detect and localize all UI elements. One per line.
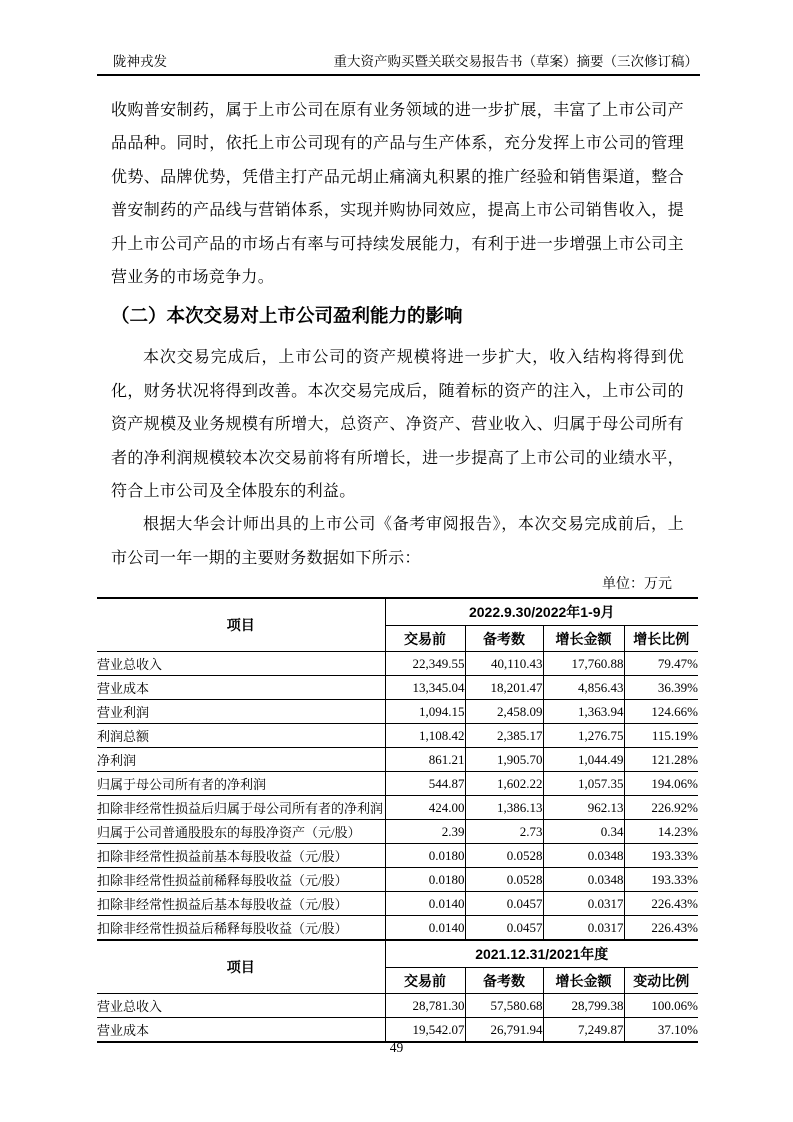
value-cell: 2.39 bbox=[385, 820, 465, 844]
column-header-cell: 增长金额 bbox=[543, 626, 624, 652]
value-cell: 115.19% bbox=[624, 724, 698, 748]
value-cell: 14.23% bbox=[624, 820, 698, 844]
value-cell: 7,249.87 bbox=[543, 1018, 624, 1043]
header-company-name: 陇神戎发 bbox=[113, 54, 167, 69]
item-label-cell: 营业总收入 bbox=[97, 652, 385, 676]
value-cell: 1,276.75 bbox=[543, 724, 624, 748]
value-cell: 194.06% bbox=[624, 772, 698, 796]
value-cell: 1,057.35 bbox=[543, 772, 624, 796]
item-label-cell: 营业利润 bbox=[97, 700, 385, 724]
paragraph-profitability: 本次交易完成后，上市公司的资产规模将进一步扩大，收入结构将得到优化，财务状况将得到改善。本次交易完成后，随着标的资产的注入，上市公司的资产规模及业务规模有所增大，总资产、净资产、营业收入、归属于母公司所有者的净利润规模较本次交易前将有所增长，进一步提高了上市公司的业绩水平，符合上市公司及全体股东的利益。 bbox=[111, 349, 684, 501]
value-cell: 0.0140 bbox=[385, 892, 465, 916]
paragraph-continuation: 收购普安制药，属于上市公司在原有业务领域的进一步扩展，丰富了上市公司产品品种。同时，依托上市公司现有的产品与生产体系，充分发挥上市公司的管理优势、品牌优势，凭借主打产品元胡止痛滴丸积累的推广经验和销售渠道，整合普安制药的产品线与营销体系，实现并购协同效应，提高上市公司销售收入，提升上市公司产品的市场占有率与可持续发展能力，有利于进一步增强上市公司主营业务的市场竞争力。 bbox=[111, 102, 684, 287]
table-row bbox=[97, 916, 698, 941]
value-cell: 0.0528 bbox=[465, 868, 543, 892]
value-cell: 18,201.47 bbox=[465, 676, 543, 700]
item-label-cell: 净利润 bbox=[97, 748, 385, 772]
value-cell: 0.0457 bbox=[465, 916, 543, 941]
table-row bbox=[97, 748, 698, 772]
column-header-cell: 增长比例 bbox=[624, 626, 698, 652]
value-cell: 544.87 bbox=[385, 772, 465, 796]
value-cell: 36.39% bbox=[624, 676, 698, 700]
item-label-cell: 扣除非经常性损益前基本每股收益（元/股） bbox=[97, 844, 385, 868]
column-header-cell: 交易前 bbox=[385, 968, 465, 994]
table-row bbox=[97, 652, 698, 676]
value-cell: 1,044.49 bbox=[543, 748, 624, 772]
table-row bbox=[97, 994, 698, 1018]
value-cell: 226.43% bbox=[624, 892, 698, 916]
table-row bbox=[97, 724, 698, 748]
value-cell: 193.33% bbox=[624, 868, 698, 892]
unit-label: 单位：万元 bbox=[602, 577, 672, 593]
value-cell: 4,856.43 bbox=[543, 676, 624, 700]
value-cell: 0.0180 bbox=[385, 868, 465, 892]
period-header-cell: 2021.12.31/2021年度 bbox=[385, 940, 698, 968]
value-cell: 193.33% bbox=[624, 844, 698, 868]
value-cell: 1,363.94 bbox=[543, 700, 624, 724]
header-report-title: 重大资产购买暨关联交易报告书（草案）摘要（三次修订稿） bbox=[333, 54, 698, 69]
item-label-cell: 扣除非经常性损益后稀释每股收益（元/股） bbox=[97, 916, 385, 941]
value-cell: 26,791.94 bbox=[465, 1018, 543, 1043]
table-row bbox=[97, 1018, 698, 1043]
item-label-cell: 扣除非经常性损益后归属于母公司所有者的净利润 bbox=[97, 796, 385, 820]
value-cell: 17,760.88 bbox=[543, 652, 624, 676]
column-header-cell: 备考数 bbox=[465, 626, 543, 652]
item-label-cell: 营业总收入 bbox=[97, 994, 385, 1018]
value-cell: 28,781.30 bbox=[385, 994, 465, 1018]
value-cell: 124.66% bbox=[624, 700, 698, 724]
value-cell: 0.0180 bbox=[385, 844, 465, 868]
table-row bbox=[97, 868, 698, 892]
value-cell: 37.10% bbox=[624, 1018, 698, 1043]
page-footer bbox=[0, 1040, 793, 1056]
value-cell: 424.00 bbox=[385, 796, 465, 820]
value-cell: 28,799.38 bbox=[543, 994, 624, 1018]
value-cell: 0.0348 bbox=[543, 868, 624, 892]
column-header-cell: 变动比例 bbox=[624, 968, 698, 994]
value-cell: 79.47% bbox=[624, 652, 698, 676]
item-header-cell: 项目 bbox=[97, 598, 385, 652]
item-label-cell: 营业成本 bbox=[97, 676, 385, 700]
value-cell: 226.92% bbox=[624, 796, 698, 820]
page-header bbox=[97, 53, 700, 76]
period-header-cell: 2022.9.30/2022年1-9月 bbox=[385, 598, 698, 626]
table-header-row bbox=[97, 598, 698, 626]
value-cell: 0.0528 bbox=[465, 844, 543, 868]
item-label-cell: 扣除非经常性损益后基本每股收益（元/股） bbox=[97, 892, 385, 916]
value-cell: 861.21 bbox=[385, 748, 465, 772]
value-cell: 57,580.68 bbox=[465, 994, 543, 1018]
value-cell: 1,386.13 bbox=[465, 796, 543, 820]
value-cell: 1,602.22 bbox=[465, 772, 543, 796]
item-header-cell: 项目 bbox=[97, 940, 385, 994]
value-cell: 226.43% bbox=[624, 916, 698, 941]
item-label-cell: 利润总额 bbox=[97, 724, 385, 748]
value-cell: 13,345.04 bbox=[385, 676, 465, 700]
table-row bbox=[97, 796, 698, 820]
table-row bbox=[97, 772, 698, 796]
value-cell: 100.06% bbox=[624, 994, 698, 1018]
value-cell: 0.0317 bbox=[543, 916, 624, 941]
value-cell: 1,108.42 bbox=[385, 724, 465, 748]
table-row bbox=[97, 892, 698, 916]
value-cell: 1,905.70 bbox=[465, 748, 543, 772]
value-cell: 2,385.17 bbox=[465, 724, 543, 748]
item-label-cell: 归属于母公司所有者的净利润 bbox=[97, 772, 385, 796]
column-header-cell: 交易前 bbox=[385, 626, 465, 652]
item-label-cell: 归属于公司普通股股东的每股净资产（元/股） bbox=[97, 820, 385, 844]
value-cell: 1,094.15 bbox=[385, 700, 465, 724]
value-cell: 2,458.09 bbox=[465, 700, 543, 724]
financial-table bbox=[97, 597, 698, 1043]
page-content bbox=[97, 94, 698, 1043]
value-cell: 0.0348 bbox=[543, 844, 624, 868]
value-cell: 19,542.07 bbox=[385, 1018, 465, 1043]
value-cell: 0.0457 bbox=[465, 892, 543, 916]
value-cell: 0.0317 bbox=[543, 892, 624, 916]
value-cell: 962.13 bbox=[543, 796, 624, 820]
table-row bbox=[97, 844, 698, 868]
value-cell: 40,110.43 bbox=[465, 652, 543, 676]
value-cell: 121.28% bbox=[624, 748, 698, 772]
section-heading: （二）本次交易对上市公司盈利能力的影响 bbox=[111, 305, 463, 327]
value-cell: 0.0140 bbox=[385, 916, 465, 941]
column-header-cell: 增长金额 bbox=[543, 968, 624, 994]
item-label-cell: 扣除非经常性损益前稀释每股收益（元/股） bbox=[97, 868, 385, 892]
paragraph-audit-intro: 根据大华会计师出具的上市公司《备考审阅报告》，本次交易完成前后，上市公司一年一期的主要财务数据如下所示： bbox=[111, 516, 684, 567]
column-header-cell: 备考数 bbox=[465, 968, 543, 994]
value-cell: 0.34 bbox=[543, 820, 624, 844]
value-cell: 22,349.55 bbox=[385, 652, 465, 676]
table-row bbox=[97, 820, 698, 844]
table-row bbox=[97, 700, 698, 724]
page-number: 49 bbox=[389, 1040, 404, 1055]
value-cell: 2.73 bbox=[465, 820, 543, 844]
item-label-cell: 营业成本 bbox=[97, 1018, 385, 1043]
table-header-row bbox=[97, 940, 698, 968]
table-row bbox=[97, 676, 698, 700]
